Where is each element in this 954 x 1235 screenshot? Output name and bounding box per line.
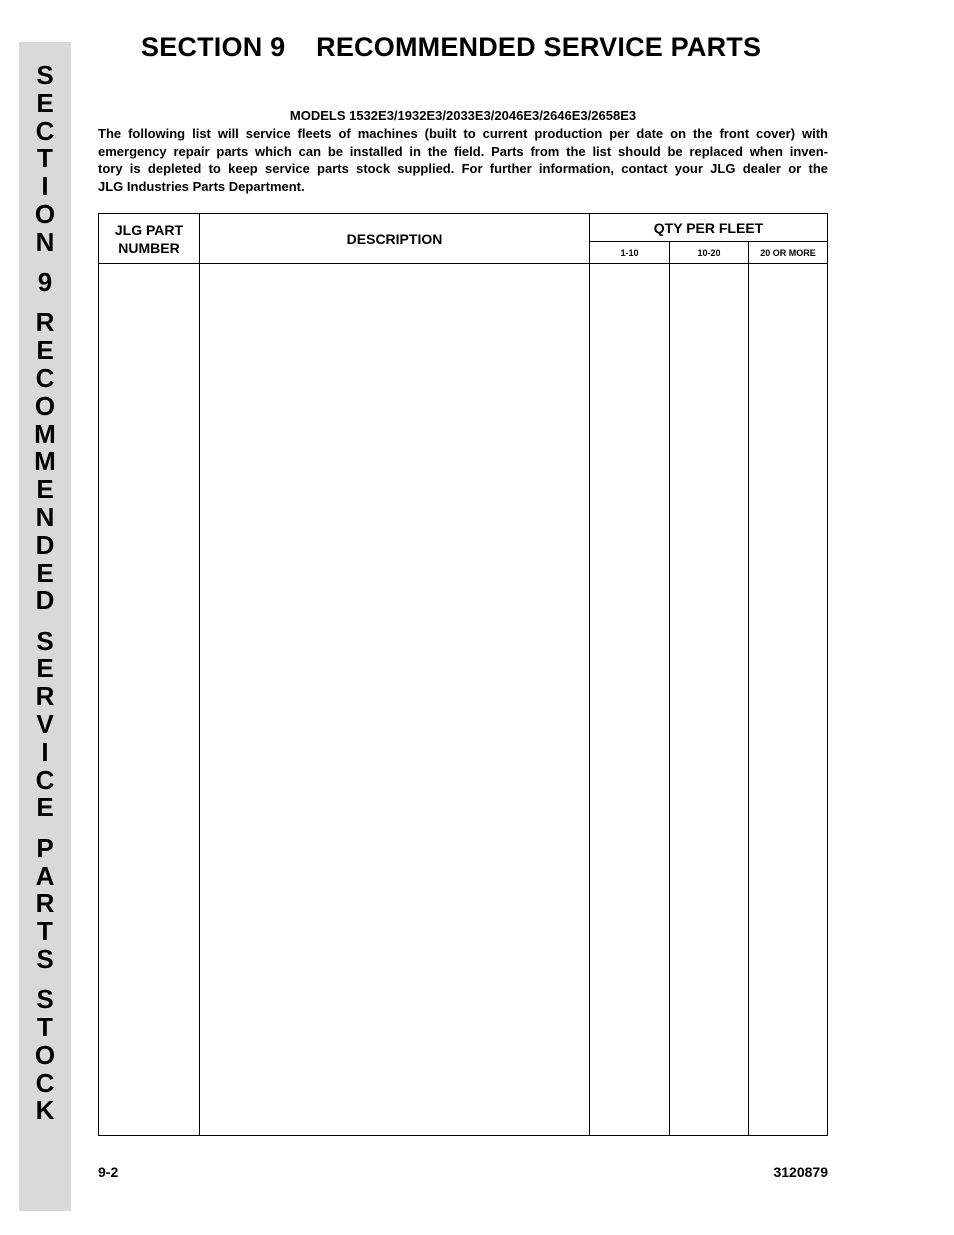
side-tab-letter: P (36, 832, 54, 863)
side-tab-letter: E (36, 87, 54, 118)
side-tab-letter: C (35, 362, 55, 393)
models-heading: MODELS 1532E3/1932E3/2033E3/2046E3/2646E3/2658E3 (289, 108, 637, 123)
side-tab-letter: R (35, 307, 55, 338)
side-tab-letter: C (35, 764, 55, 795)
side-tab-letter: O (34, 390, 56, 421)
side-tab-letter: S (36, 943, 54, 974)
table-body (99, 264, 827, 1135)
header-qty-per-fleet: QTY PER FLEET (653, 219, 764, 236)
side-tab-letter: N (35, 226, 55, 257)
intro-line: JLG Industries Parts Department. (98, 178, 305, 194)
side-tab-letter: M (34, 446, 56, 477)
table-border-bottom (98, 1135, 828, 1136)
side-tab-letter: S (36, 60, 54, 90)
side-tab-letter: C (35, 1067, 55, 1098)
side-tab-letter: I (41, 736, 49, 767)
parts-table (98, 213, 828, 1136)
header-part-number (99, 214, 199, 263)
side-tab-letter: 9 (37, 267, 53, 298)
page-number: 9-2 (98, 1164, 119, 1180)
side-tab-letter: T (37, 1012, 53, 1042)
page-title: SECTION 9 RECOMMENDED SERVICE PARTS (141, 32, 762, 62)
table-border-right (827, 213, 828, 1136)
side-tab-letter: D (35, 529, 55, 560)
side-tab-letter: I (41, 171, 49, 202)
side-tab-letter: E (36, 335, 54, 366)
side-tab-letter: D (35, 585, 55, 616)
side-tab-letter: S (36, 984, 54, 1015)
header-part-number-line: NUMBER (118, 239, 180, 256)
side-tab-letter: N (35, 501, 55, 532)
side-tab-letter: E (36, 474, 54, 505)
header-qty-10-20: 10-20 (697, 247, 721, 258)
intro-paragraph (98, 125, 828, 195)
side-tab-letter: K (35, 1095, 55, 1126)
side-tab-lettering (19, 62, 71, 1125)
side-tab-letter: T (37, 143, 53, 174)
side-tab-letter: C (35, 115, 55, 146)
side-tab-letter: V (36, 709, 54, 740)
side-tab-letter: S (36, 625, 54, 656)
side-tab-letter: A (35, 860, 55, 891)
side-tab-letter: E (36, 792, 54, 823)
header-qty-1-10: 1-10 (620, 247, 639, 258)
side-tab-letter: O (34, 1039, 56, 1070)
side-tab-letter: O (34, 198, 56, 229)
header-part-number-line: JLG PART (114, 221, 184, 238)
side-tab-letter: M (34, 418, 56, 449)
side-tab-letter: E (36, 653, 54, 684)
intro-line: tory is depleted to keep service parts stock supplied. For further information, contact your JLG dealer or the (98, 161, 828, 176)
document-number: 3120879 (773, 1164, 828, 1180)
intro-line: emergency repair parts which can be installed in the field. Parts from the list should be replaced when inven- (98, 143, 828, 159)
header-qty-20-or-more: 20 OR MORE (760, 247, 816, 258)
side-section-tab (19, 42, 71, 1211)
side-tab-letter: E (36, 557, 54, 588)
side-tab-letter: R (35, 681, 55, 712)
intro-line: The following list will service fleets of machines (built to current production per date on the front cover) with (98, 126, 828, 141)
side-tab-letter: T (37, 916, 53, 947)
header-description: DESCRIPTION (346, 230, 443, 247)
side-tab-letter: R (35, 888, 55, 919)
